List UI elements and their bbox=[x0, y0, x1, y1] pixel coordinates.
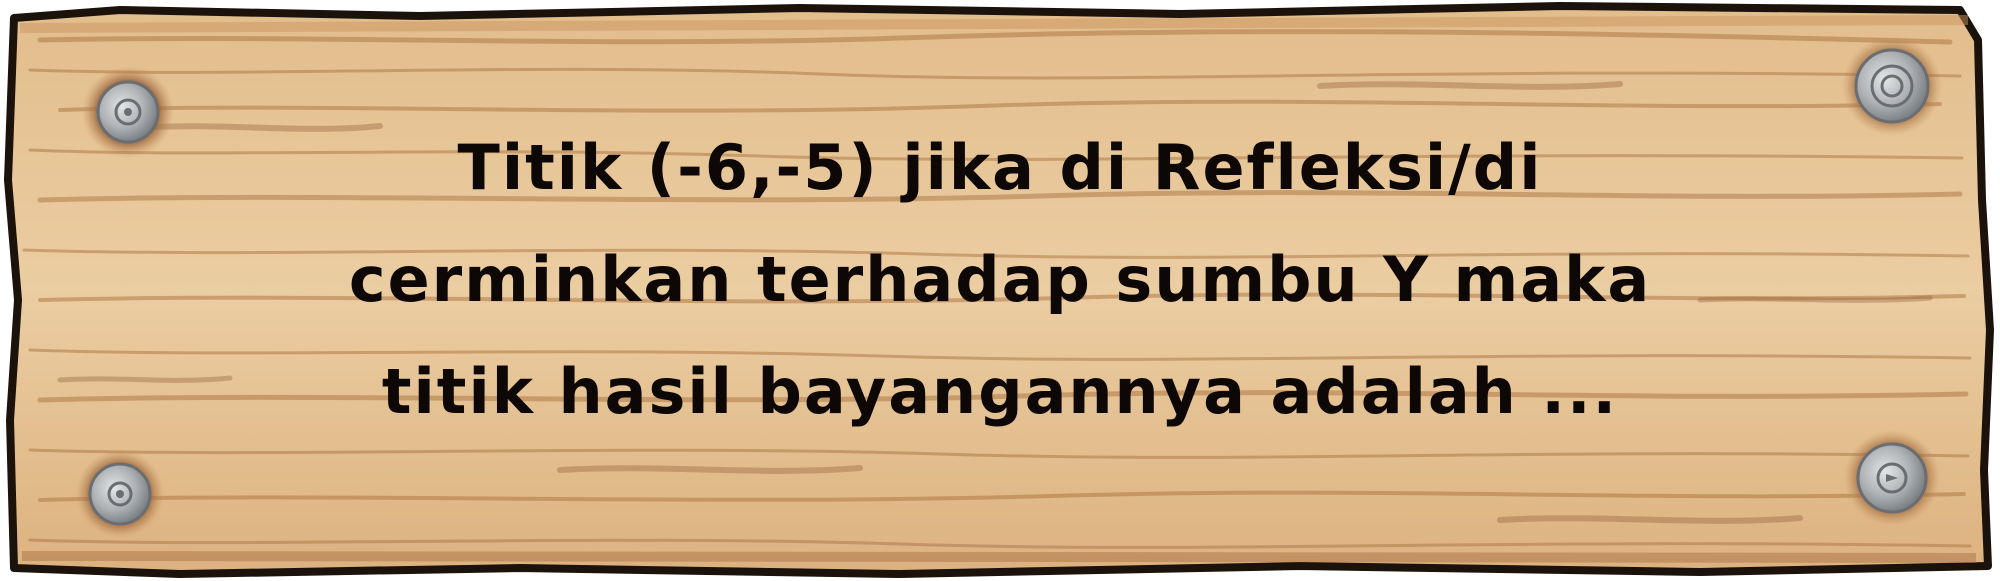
question-text bbox=[200, 110, 1800, 450]
screw-icon bbox=[76, 450, 164, 538]
question-line-3: titik hasil bayangannya adalah ... bbox=[381, 355, 1619, 428]
question-line-2: cerminkan terhadap sumbu Y maka bbox=[348, 243, 1652, 316]
screw-icon bbox=[82, 66, 174, 158]
screw-icon bbox=[1844, 430, 1940, 526]
screw-icon bbox=[1842, 36, 1942, 136]
question-line-1: Titik (-6,-5) jika di Refleksi/di bbox=[457, 131, 1543, 204]
